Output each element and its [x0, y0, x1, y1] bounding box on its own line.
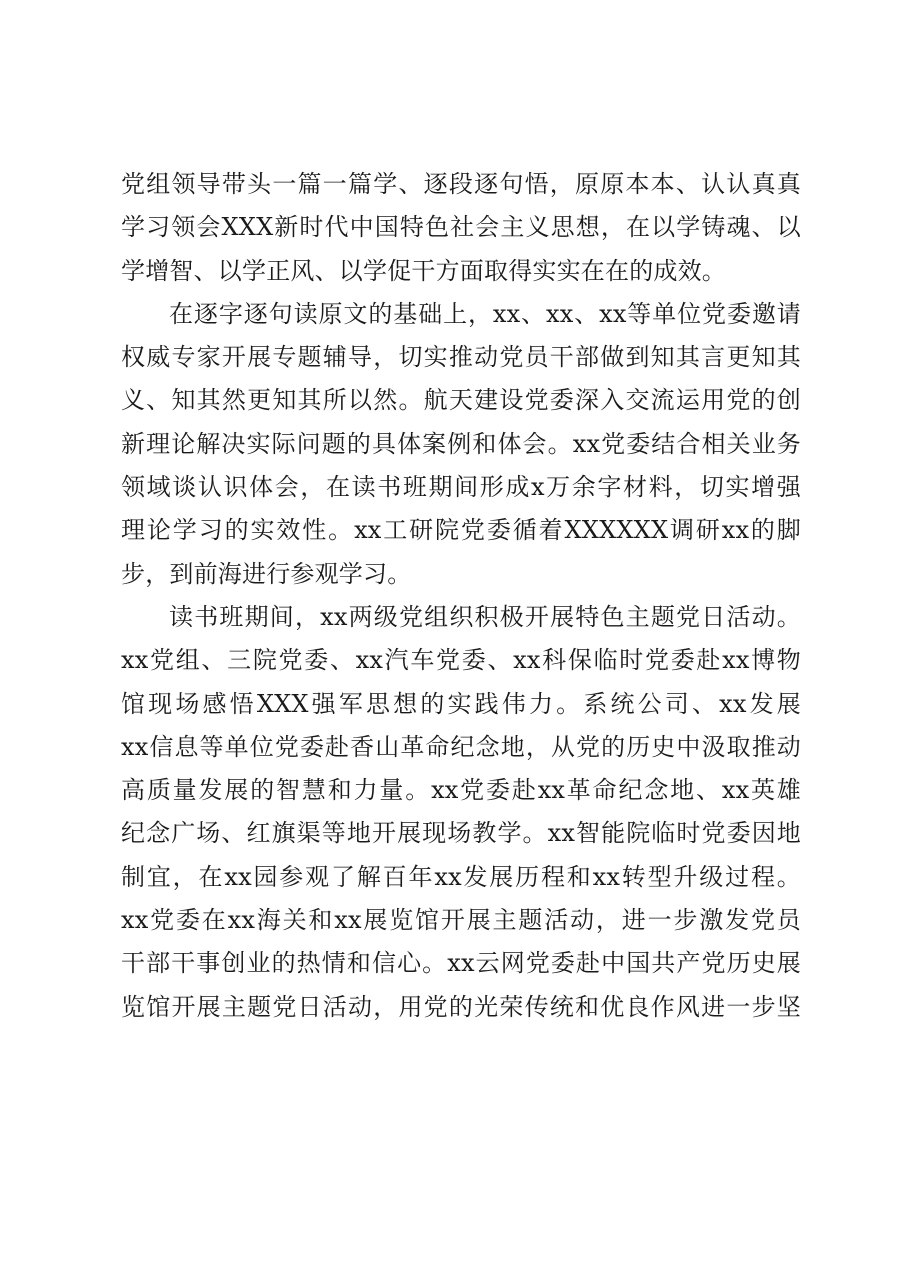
text-line: 高质量发展的智慧和力量。xx党委赴xx革命纪念地、xx英雄: [121, 776, 801, 805]
paragraph-3: [121, 596, 801, 1029]
text-line: 理论学习的实效性。xx工研院党委循着XXXXXX调研xx的脚: [121, 516, 801, 545]
text-line: xx党组、三院党委、xx汽车党委、xx科保临时党委赴xx博物: [121, 646, 801, 675]
text-line: 干部干事创业的热情和信心。xx云网党委赴中国共产党历史展: [121, 949, 801, 978]
text-line: 学习领会XXX新时代中国特色社会主义思想，在以学铸魂、以: [121, 213, 801, 242]
text-line: xx信息等单位党委赴香山革命纪念地，从党的历史中汲取推动: [121, 732, 801, 761]
text-line: 纪念广场、红旗渠等地开展现场教学。xx智能院临时党委因地: [121, 819, 801, 848]
text-line: 览馆开展主题党日活动，用党的光荣传统和优良作风进一步坚: [121, 992, 801, 1021]
text-line: 学增智、以学正风、以学促干方面取得实实在在的成效。: [121, 256, 726, 285]
text-line: 在逐字逐句读原文的基础上，xx、xx、xx等单位党委邀请: [169, 299, 801, 328]
paragraph-2: [121, 293, 801, 596]
text-line: 领域谈认识体会，在读书班期间形成x万余字材料，切实增强: [121, 473, 801, 502]
text-line: 新理论解决实际问题的具体案例和体会。xx党委结合相关业务: [121, 429, 801, 458]
text-line: 义、知其然更知其所以然。航天建设党委深入交流运用党的创: [121, 386, 801, 415]
text-line: xx党委在xx海关和xx展览馆开展主题活动，进一步激发党员: [121, 906, 801, 935]
text-line: 权威专家开展专题辅导，切实推动党员干部做到知其言更知其: [121, 343, 801, 372]
paragraph-1: [121, 163, 801, 293]
text-line: 读书班期间，xx两级党组织积极开展特色主题党日活动。: [169, 602, 801, 631]
body-text: [121, 163, 801, 1029]
text-line: 党组领导带头一篇一篇学、逐段逐句悟，原原本本、认认真真: [121, 170, 801, 198]
text-line: 步，到前海进行参观学习。: [121, 559, 412, 588]
text-line: 制宜，在xx园参观了解百年xx发展历程和xx转型升级过程。: [121, 862, 801, 891]
text-line: 馆现场感悟XXX强军思想的实践伟力。系统公司、xx发展: [121, 689, 801, 718]
